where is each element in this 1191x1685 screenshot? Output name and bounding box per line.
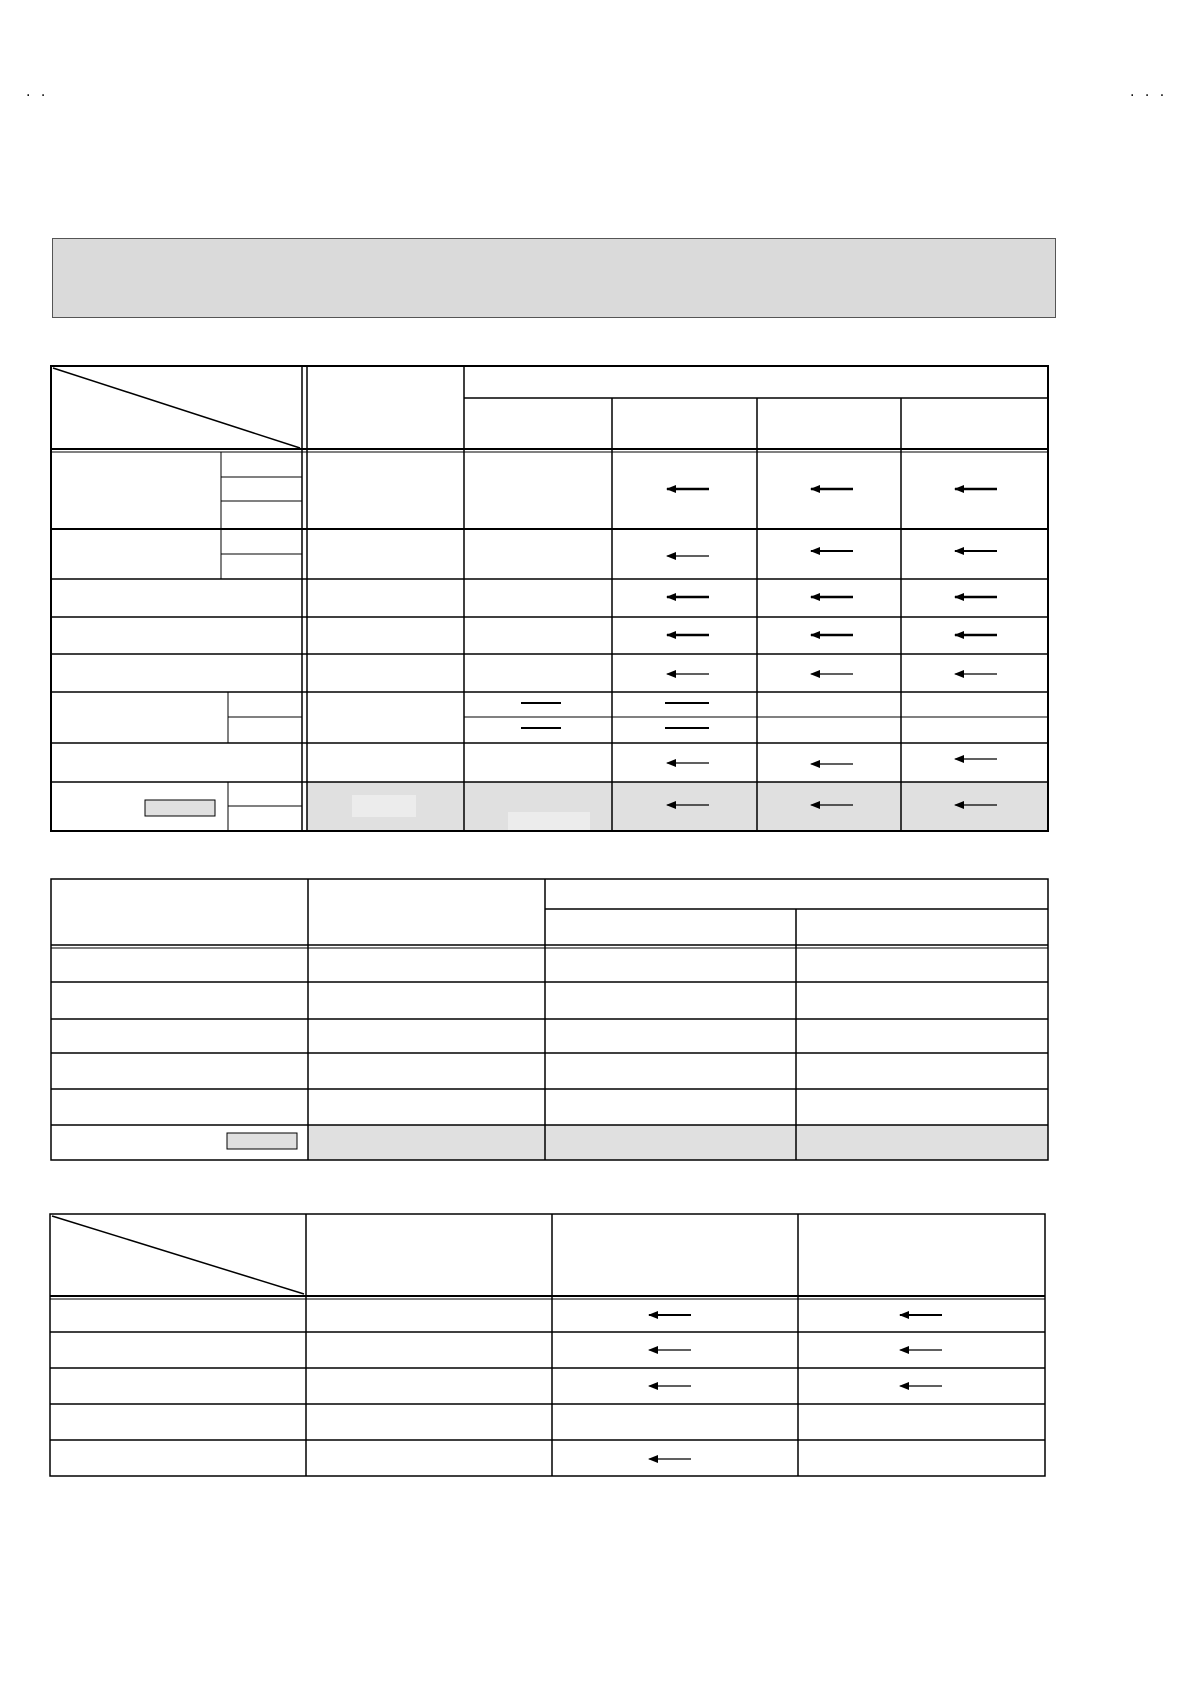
table3-arrows (649, 1315, 942, 1459)
header-right-marks: . . . (1130, 84, 1168, 100)
table2-shaded-row (308, 1125, 1048, 1160)
table-1 (51, 366, 1048, 831)
table1-shaded-cell-block (352, 795, 416, 817)
header-left-marks: . . (26, 84, 49, 100)
table1-shaded-cell-block-2 (508, 812, 590, 830)
table-3 (50, 1214, 1045, 1476)
table2-label-box (227, 1133, 297, 1149)
table1-arrows (667, 489, 997, 805)
table1-label-box (145, 800, 215, 816)
table-2 (51, 879, 1048, 1160)
table1-shaded-row (307, 782, 1048, 831)
